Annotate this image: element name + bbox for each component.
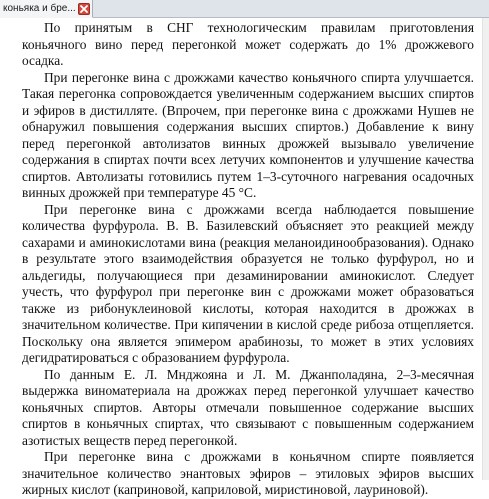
paragraph: При перегонке вина с дрожжами в коньячном спирте появляется значительное количество энантовых эфиров – этиловых эфиров высших жирных кислот (каприновой, каприловой, миристиновой, лауриновой).	[22, 449, 474, 497]
tab-bar	[0, 0, 489, 18]
paragraph: При перегонке вина с дрожжами всегда наблюдается повышение количества фурфурола. В. В. Базилевский объясняет это реакцией между сахарами и аминокислотами вина (реакция меланоидинообразования). Однако в результате этого взаимодействия образуется не только фурфурол, но и альдегиды, получающиеся при дезаминировании аминокислот. Следует учесть, что фурфурол при перегонке вин с дрожжами может образоваться также из рибонуклеиновой кислоты, которая находится в дрожжах в значительном количестве. При кипячении в кислой среде рибоза отщепляется. Поскольку она является эпимером арабинозы, то может в этих условиях дегидратироваться с образованием фурфурола.	[22, 201, 474, 365]
paragraph: По принятым в СНГ технологическим правилам приготовления коньячного вино перед перегонкой может содержать до 1% дрожжевого осадка.	[22, 20, 474, 68]
document-page	[2, 18, 480, 499]
tab-title: коньяка и бре...	[3, 3, 76, 14]
close-icon	[80, 5, 88, 13]
vertical-scrollbar[interactable]	[482, 18, 489, 480]
document-tab[interactable]	[0, 0, 93, 18]
paragraph: При перегонке вина с дрожжами качество коньячного спирта улучшается. Такая перегонка сопровождается увеличенным содержанием высших спиртов и эфиров в дистилляте. (Впрочем, при перегонке вина с дрожжами Нушев не обнаружил повышения содержания высших спиртов.) Добавление к вину перед перегонкой автолизатов винных дрожжей вызывало увеличение содержания в спиртах почти всех летучих компонентов и улучшение качества спиртов. Автолизаты готовились путем 1–3-суточного нагревания осадочных винных дрожжей при температуре 45 °С.	[22, 69, 474, 200]
paragraph: По данным Е. Л. Мнджояна и Л. М. Джанполадяна, 2–3-месячная выдержка виноматериала на дрожжах перед перегонкой улучшает качество коньячных спиртов. Авторы отмечали повышенное содержание высших спиртов в коньячных спиртах, что связывают с повышенным содержанием азотистых веществ перед перегонкой.	[22, 366, 474, 448]
close-tab-button[interactable]	[78, 3, 90, 15]
document-content[interactable]	[2, 18, 480, 497]
